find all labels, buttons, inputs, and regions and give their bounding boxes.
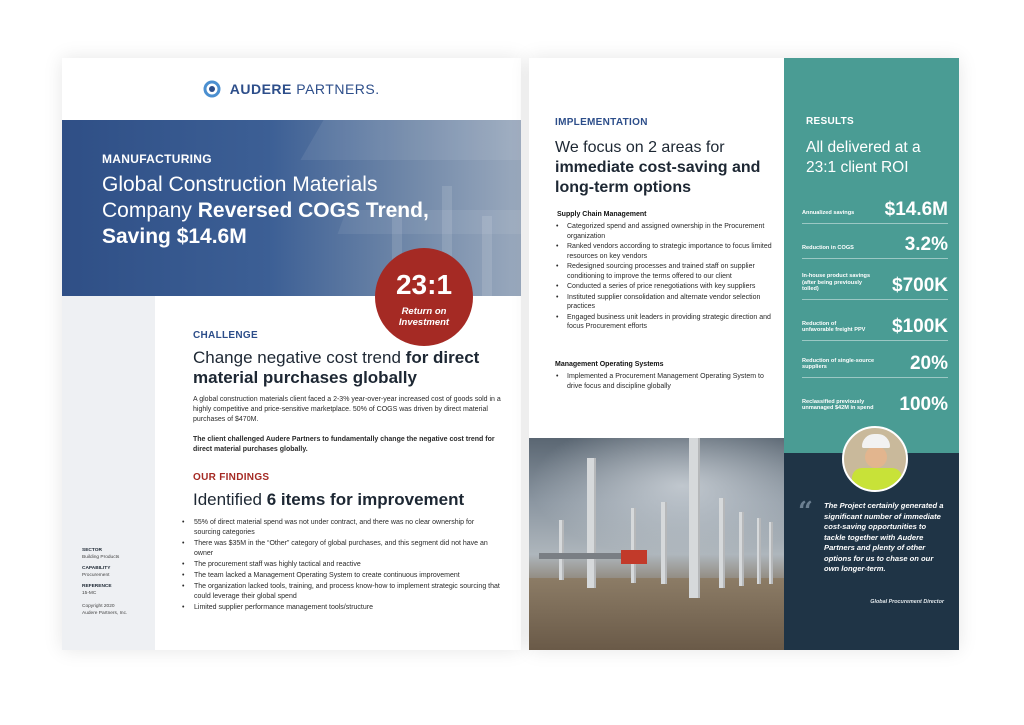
meta-reference [82, 584, 154, 597]
list-item: • Instituted supplier consolidation and alternate vendor selection practices [555, 293, 780, 312]
roi-value: 23:1 [395, 269, 453, 300]
stat-value: $14.6M [884, 199, 948, 220]
implementation-heading-light: We focus on 2 areas for [555, 139, 725, 156]
sector-label: MANUFACTURING [102, 152, 212, 166]
findings-heading-light: Identified [193, 490, 267, 509]
findings-label: OUR FINDINGS [193, 472, 270, 483]
meta-copyright [82, 604, 154, 617]
results-panel [784, 58, 959, 453]
implementation-heading [555, 138, 770, 198]
challenge-section [193, 330, 503, 455]
construction-photo [529, 438, 784, 650]
list-item: • The procurement staff was highly tactical and reactive [180, 560, 500, 570]
meta-reference-key: REFERENCE [82, 584, 112, 589]
meta-capability-key: CAPABILITY [82, 566, 111, 571]
list-item: • Conducted a series of price renegotiations with key suppliers [555, 282, 780, 292]
results-heading: All delivered at a 23:1 client ROI [806, 139, 921, 176]
meta-sector-value: Building Products [82, 554, 120, 560]
roi-label: Return on Investment [398, 306, 450, 328]
roi-badge [375, 248, 473, 346]
challenge-paragraph-1: A global construction materials client faced a 2-3% year-over-year increased cost of goods sold in a highly competitive and price-sensitive marketplace. 50% of COGS was driven by direct material purchases of $470M. [193, 396, 501, 423]
challenge-paragraph-2: The client challenged Audere Partners to fundamentally change the negative cost trend for direct material purchases globally. [193, 436, 495, 453]
meta-capability [82, 566, 154, 579]
stat-label: Reduction in COGS [802, 245, 854, 252]
stat-annualized-savings [802, 192, 948, 224]
stat-in-house-savings [802, 264, 948, 300]
audere-logo-icon [203, 80, 221, 98]
findings-heading-bold: 6 items for improvement [266, 490, 465, 509]
quote-mark-icon: “ [798, 497, 813, 527]
list-item: • Implemented a Procurement Management Operating System to drive focus and discipline globally [555, 372, 780, 391]
list-item: • Engaged business unit leaders in providing strategic direction and focus Procurement efforts [555, 313, 780, 332]
list-item: • There was $35M in the “Other” category of global purchases, and this segment did not have an owner [180, 539, 500, 559]
challenge-heading [193, 348, 503, 388]
meta-reference-value: 15-MC [82, 590, 97, 596]
page-title [102, 172, 492, 250]
list-item: • Categorized spend and assigned ownership in the Procurement organization [555, 222, 780, 241]
mos-subheading: Management Operating Systems [555, 361, 664, 368]
stat-label: In-house product savings (after being previously tolled) [802, 273, 871, 293]
logo-brand: AUDERE [229, 81, 292, 97]
title-line-2-light: Company [102, 199, 198, 222]
brand-logo [62, 80, 521, 98]
mos-list [555, 372, 780, 392]
list-item: • Ranked vendors according to strategic importance to focus limited resources on key vendors [555, 242, 780, 261]
list-item: • Limited supplier performance management tools/structure [180, 603, 500, 613]
stat-value: $700K [892, 275, 948, 296]
findings-header [193, 472, 503, 510]
stat-label: Annualized savings [802, 210, 855, 217]
testimonial-attribution: Global Procurement Director [870, 599, 944, 605]
meta-sector [82, 548, 154, 561]
implementation-label: IMPLEMENTATION [555, 117, 648, 128]
stat-cogs-reduction [802, 227, 948, 259]
list-item: • The organization lacked tools, training, and process know-how to implement strategic sourcing that could leverage their global spend [180, 582, 500, 602]
testimonial-text: The Project certainly generated a significant number of immediate cost-saving opportunities to tackle together with Audere Partners and plenty of other options for us to chase on our own longer-term. [824, 501, 944, 573]
challenge-heading-bold: for direct material purchases globally [193, 348, 480, 387]
stat-label: Reduction of unfavorable freight PPV [802, 320, 866, 334]
stat-value: $100K [892, 316, 948, 337]
implementation-heading-bold: immediate cost-saving and long-term options [555, 159, 761, 196]
logo-suffix: PARTNERS. [296, 81, 380, 97]
results-label: RESULTS [806, 116, 855, 127]
stat-label: Reduction of single-source suppliers [802, 357, 875, 371]
list-item: • 55% of direct material spend was not under contract, and there was no clear ownership for sourcing categories [180, 518, 500, 538]
title-line-3: Saving $14.6M [102, 225, 247, 248]
challenge-heading-light: Change negative cost trend [193, 348, 406, 367]
avatar [842, 426, 908, 492]
right-page [529, 58, 959, 650]
stat-value: 100% [899, 394, 948, 415]
stat-label: Reclassified previously unmanaged $42M in spend [802, 398, 874, 412]
supply-chain-list [555, 222, 780, 333]
list-item: • Redesigned sourcing processes and trained staff on supplier conditioning to improve the terms offered to our client [555, 262, 780, 281]
findings-heading [193, 490, 503, 510]
list-item: • The team lacked a Management Operating System to create continuous improvement [180, 571, 500, 581]
meta-sector-key: SECTOR [82, 548, 102, 553]
copyright-line-2: Audere Partners, Inc. [82, 610, 128, 616]
meta-capability-value: Procurement [82, 572, 110, 578]
title-line-2-bold: Reversed COGS Trend, [197, 199, 429, 222]
left-page [62, 58, 521, 650]
supply-chain-subheading: Supply Chain Management [557, 211, 647, 218]
stat-value: 3.2% [904, 234, 948, 255]
stat-freight-ppv [802, 305, 948, 341]
copyright-line-1: Copyright 2020 [82, 604, 115, 609]
stat-value: 20% [909, 353, 948, 374]
title-line-1: Global Construction Materials [102, 173, 378, 196]
challenge-label: CHALLENGE [193, 330, 258, 341]
findings-list [180, 518, 500, 614]
stat-single-source [802, 346, 948, 378]
implementation-section [529, 58, 784, 438]
stat-reclassified-spend [802, 382, 948, 418]
